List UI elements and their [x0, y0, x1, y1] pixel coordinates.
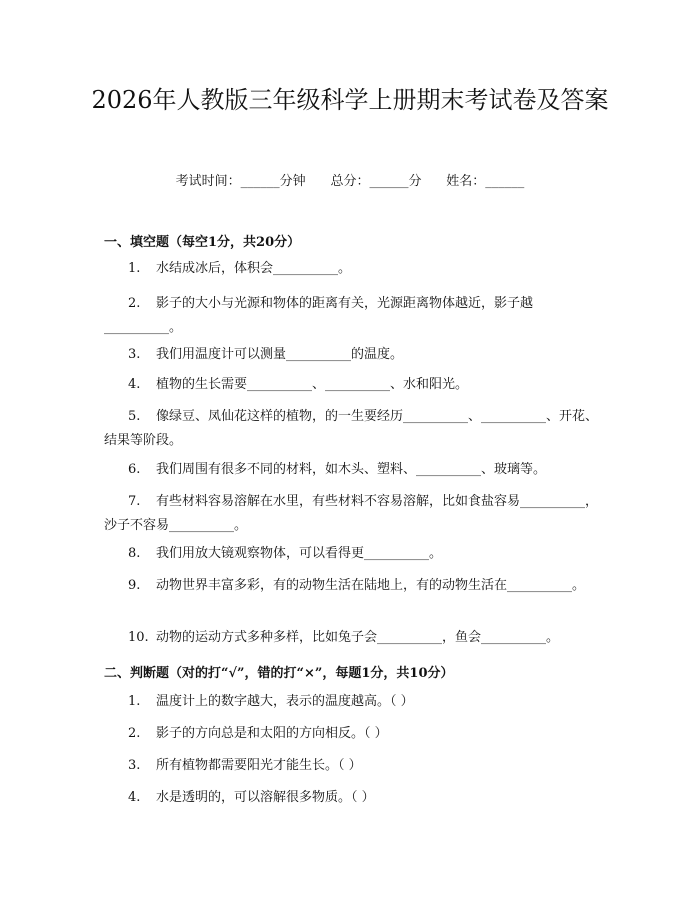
question-item: 4. 植物的生长需要__________、__________、水和阳光。: [128, 377, 469, 392]
question-item: 10. 动物的运动方式多种多样，比如兔子会__________，鱼会__________。: [128, 630, 560, 645]
total-score-field: 总分：______分: [330, 174, 422, 189]
exam-meta: [0, 170, 700, 189]
question-item: 3. 我们用温度计可以测量__________的温度。: [128, 347, 404, 362]
question-item: 1. 温度计上的数字越大，表示的温度越高。（ ）: [128, 694, 414, 709]
question-item: 3. 所有植物都需要阳光才能生长。（ ）: [128, 758, 362, 773]
question-item: 9. 动物世界丰富多彩，有的动物生活在陆地上，有的动物生活在__________。: [128, 578, 586, 593]
question-item: 4. 水是透明的，可以溶解很多物质。（ ）: [128, 790, 375, 805]
question-item: 2. 影子的方向总是和太阳的方向相反。（ ）: [128, 726, 388, 741]
section-heading-fill-blank: 一、填空题（每空1分，共20分）: [104, 235, 301, 250]
question-item: 2. 影子的大小与光源和物体的距离有关，光源距离物体越近，影子越__________。: [104, 296, 534, 335]
page-title: 2026年人教版三年级科学上册期末考试卷及答案: [91, 86, 609, 114]
question-item: 6. 我们周围有很多不同的材料，如木头、塑料、__________、玻璃等。: [128, 462, 547, 477]
question-item: 1. 水结成冰后，体积会__________。: [128, 261, 352, 276]
exam-time-field: 考试时间：______分钟: [175, 174, 306, 189]
student-name-field: 姓名：______: [446, 174, 525, 189]
section-heading-true-false: 二、判断题（对的打“√”，错的打“×”，每题1分，共10分）: [104, 666, 454, 681]
question-item: 5. 像绿豆、凤仙花这样的植物，的一生要经历__________、__________、开花、结果等阶段。: [104, 409, 599, 448]
question-item: 8. 我们用放大镜观察物体，可以看得更__________。: [128, 546, 443, 561]
question-item: 7. 有些材料容易溶解在水里，有些材料不容易溶解，比如食盐容易__________，沙子不容易__________。: [104, 494, 599, 533]
